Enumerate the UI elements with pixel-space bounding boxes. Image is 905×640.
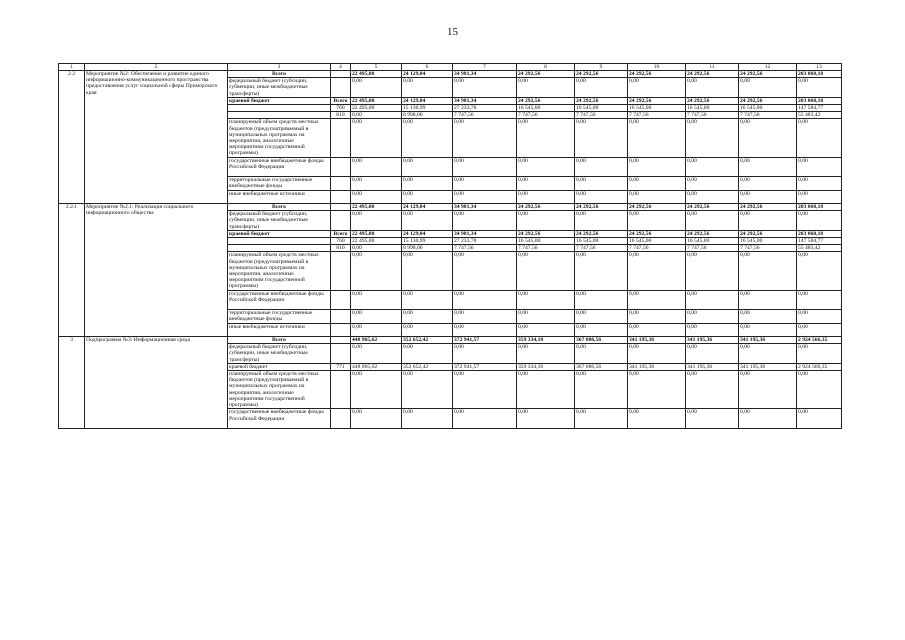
funding-source-label: Всего <box>228 204 331 211</box>
funding-source-label: краевой бюджет <box>228 97 331 104</box>
amount-cell: 15 130,99 <box>402 105 453 112</box>
amount-cell: 55 483,42 <box>797 245 842 252</box>
amount-cell: 341 195,36 <box>739 363 797 370</box>
column-number: 11 <box>686 64 739 71</box>
funding-source-label: федеральный бюджет (субсидии, субвенции, иные межбюджетные трансферты) <box>228 344 331 364</box>
amount-cell: 24 292,56 <box>517 97 575 104</box>
amount-cell: 0,00 <box>517 344 575 364</box>
funding-source-label: планируемый объем средств местных бюджетов (предусматриваемый в муниципальных программах на мероприятия, аналогичные мероприятиям государственной программы) <box>228 252 331 290</box>
funding-source-label <box>228 105 331 112</box>
budget-code <box>331 323 351 336</box>
column-number: 9 <box>575 64 628 71</box>
amount-cell: 352 652,42 <box>402 337 453 344</box>
amount-cell: 0,00 <box>575 119 628 157</box>
amount-cell: 0,00 <box>739 310 797 323</box>
amount-cell: 7 747,56 <box>686 112 739 119</box>
amount-cell: 0,00 <box>797 157 842 177</box>
amount-cell: 0,00 <box>628 78 686 98</box>
amount-cell: 0,00 <box>402 290 453 310</box>
amount-cell: 16 545,00 <box>628 105 686 112</box>
budget-code: 760 <box>331 238 351 245</box>
amount-cell: 0,00 <box>351 310 402 323</box>
amount-cell: 0,00 <box>628 310 686 323</box>
amount-cell: 22 495,00 <box>351 230 402 237</box>
column-number: 10 <box>628 64 686 71</box>
amount-cell: 34 981,34 <box>453 230 517 237</box>
amount-cell: 0,00 <box>453 371 517 409</box>
amount-cell: 0,00 <box>686 310 739 323</box>
amount-cell: 0,00 <box>575 371 628 409</box>
budget-code: 760 <box>331 105 351 112</box>
funding-source-label <box>228 112 331 119</box>
budget-code <box>331 344 351 364</box>
amount-cell: 0,00 <box>453 177 517 190</box>
amount-cell: 7 747,56 <box>517 245 575 252</box>
column-number: 8 <box>517 64 575 71</box>
amount-cell: 24 292,56 <box>628 71 686 78</box>
amount-cell: 0,00 <box>739 290 797 310</box>
budget-code <box>331 78 351 98</box>
amount-cell: 0,00 <box>575 310 628 323</box>
amount-cell: 24 292,56 <box>686 204 739 211</box>
amount-cell: 0,00 <box>517 78 575 98</box>
amount-cell: 7 747,56 <box>453 245 517 252</box>
amount-cell: 0,00 <box>351 290 402 310</box>
amount-cell: 0,00 <box>797 211 842 231</box>
amount-cell: 16 545,00 <box>575 105 628 112</box>
amount-cell: 0,00 <box>351 190 402 203</box>
amount-cell: 16 545,00 <box>686 105 739 112</box>
amount-cell: 0,00 <box>453 211 517 231</box>
amount-cell: 341 195,36 <box>686 337 739 344</box>
budget-code <box>331 371 351 409</box>
amount-cell: 0,00 <box>402 177 453 190</box>
amount-cell: 0,00 <box>351 157 402 177</box>
amount-cell: 203 068,18 <box>797 230 842 237</box>
column-number-row <box>59 64 842 71</box>
amount-cell: 203 068,18 <box>797 71 842 78</box>
section-number: 2.2.1 <box>59 204 85 337</box>
section-number: 2.2 <box>59 71 85 204</box>
table-row <box>59 337 842 344</box>
column-number: 1 <box>59 64 85 71</box>
budget-code: 810 <box>331 112 351 119</box>
amount-cell: 0,00 <box>686 344 739 364</box>
funding-source-label: федеральный бюджет (субсидии, субвенции, иные межбюджетные трансферты) <box>228 78 331 98</box>
amount-cell: 0,00 <box>797 177 842 190</box>
amount-cell: 341 195,36 <box>686 363 739 370</box>
amount-cell: 0,00 <box>517 323 575 336</box>
amount-cell: 0,00 <box>739 157 797 177</box>
amount-cell: 0,00 <box>797 409 842 429</box>
amount-cell: 15 130,99 <box>402 238 453 245</box>
budget-code <box>331 409 351 429</box>
amount-cell: 0,00 <box>575 252 628 290</box>
amount-cell: 24 129,04 <box>402 230 453 237</box>
amount-cell: 0,00 <box>575 78 628 98</box>
funding-source-label: планируемый объем средств местных бюджетов (предусматриваемый в муниципальных программах на мероприятия, аналогичные мероприятиям государственной программы) <box>228 119 331 157</box>
budget-code <box>331 177 351 190</box>
amount-cell: 367 086,56 <box>575 337 628 344</box>
amount-cell: 24 292,56 <box>575 204 628 211</box>
amount-cell: 0,00 <box>686 323 739 336</box>
amount-cell: 147 584,77 <box>797 238 842 245</box>
funding-source-label: государственные внебюджетные фонды Российской Федерации <box>228 157 331 177</box>
budget-code <box>331 204 351 211</box>
amount-cell: 0,00 <box>351 371 402 409</box>
amount-cell: 8 998,06 <box>402 112 453 119</box>
amount-cell: 0,00 <box>351 177 402 190</box>
amount-cell: 0,00 <box>628 409 686 429</box>
table-body <box>59 64 842 429</box>
amount-cell: 0,00 <box>628 252 686 290</box>
amount-cell: 0,00 <box>351 112 402 119</box>
amount-cell: 16 545,00 <box>575 238 628 245</box>
budget-code <box>331 119 351 157</box>
amount-cell: 0,00 <box>351 245 402 252</box>
budget-code <box>331 337 351 344</box>
budget-code <box>331 252 351 290</box>
amount-cell: 22 495,00 <box>351 204 402 211</box>
funding-source-label: территориальные государственные внебюджетные фонды <box>228 177 331 190</box>
amount-cell: 0,00 <box>402 409 453 429</box>
amount-cell: 16 545,00 <box>686 238 739 245</box>
amount-cell: 0,00 <box>739 371 797 409</box>
funding-source-label: федеральный бюджет (субсидии, субвенции, иные межбюджетные трансферты) <box>228 211 331 231</box>
amount-cell: 22 495,00 <box>351 71 402 78</box>
column-number: 7 <box>453 64 517 71</box>
funding-source-label: Всего <box>228 71 331 78</box>
amount-cell: 0,00 <box>453 290 517 310</box>
amount-cell: 0,00 <box>739 177 797 190</box>
amount-cell: 7 747,56 <box>739 245 797 252</box>
amount-cell: 0,00 <box>402 190 453 203</box>
column-number: 12 <box>739 64 797 71</box>
column-number: 6 <box>402 64 453 71</box>
amount-cell: 0,00 <box>453 252 517 290</box>
amount-cell: 24 292,56 <box>575 71 628 78</box>
budget-code <box>331 190 351 203</box>
amount-cell: 0,00 <box>351 323 402 336</box>
amount-cell: 7 747,56 <box>575 245 628 252</box>
amount-cell: 22 495,00 <box>351 238 402 245</box>
budget-code: 771 <box>331 363 351 370</box>
amount-cell: 0,00 <box>402 323 453 336</box>
amount-cell: 448 965,62 <box>351 363 402 370</box>
amount-cell: 0,00 <box>575 409 628 429</box>
amount-cell: 0,00 <box>517 157 575 177</box>
section-title: Мероприятие №2: Обеспечение и развитие единого информационно-коммуникационного пространства предоставления услуг социальной сферы Приморского края <box>85 71 228 204</box>
table-row <box>59 204 842 211</box>
amount-cell: 0,00 <box>797 323 842 336</box>
amount-cell: 0,00 <box>628 190 686 203</box>
amount-cell: 24 292,56 <box>686 71 739 78</box>
amount-cell: 24 292,56 <box>628 230 686 237</box>
amount-cell: 0,00 <box>628 119 686 157</box>
amount-cell: 0,00 <box>739 78 797 98</box>
amount-cell: 0,00 <box>453 310 517 323</box>
funding-source-label: государственные внебюджетные фонды Российской Федерации <box>228 290 331 310</box>
amount-cell: 0,00 <box>402 211 453 231</box>
budget-code <box>331 211 351 231</box>
budget-code <box>331 310 351 323</box>
amount-cell: 24 292,56 <box>686 97 739 104</box>
amount-cell: 24 292,56 <box>517 230 575 237</box>
column-number: 5 <box>351 64 402 71</box>
amount-cell: 34 981,34 <box>453 71 517 78</box>
funding-source-label: иные внебюджетные источники <box>228 323 331 336</box>
column-number: 4 <box>331 64 351 71</box>
amount-cell: 359 334,10 <box>517 363 575 370</box>
amount-cell: 0,00 <box>628 290 686 310</box>
amount-cell: 0,00 <box>628 371 686 409</box>
funding-source-label: государственные внебюджетные фонды Российской Федерации <box>228 409 331 429</box>
amount-cell: 24 292,56 <box>575 97 628 104</box>
amount-cell: 34 981,34 <box>453 97 517 104</box>
amount-cell: 7 747,56 <box>628 245 686 252</box>
amount-cell: 0,00 <box>402 344 453 364</box>
funding-source-label <box>228 245 331 252</box>
amount-cell: 0,00 <box>686 119 739 157</box>
amount-cell: 341 195,36 <box>628 337 686 344</box>
amount-cell: 0,00 <box>739 323 797 336</box>
amount-cell: 24 292,56 <box>739 230 797 237</box>
amount-cell: 0,00 <box>575 344 628 364</box>
amount-cell: 352 652,42 <box>402 363 453 370</box>
amount-cell: 24 292,56 <box>686 230 739 237</box>
amount-cell: 0,00 <box>628 323 686 336</box>
amount-cell: 0,00 <box>686 211 739 231</box>
amount-cell: 0,00 <box>453 323 517 336</box>
amount-cell: 7 747,56 <box>517 112 575 119</box>
amount-cell: 0,00 <box>351 344 402 364</box>
amount-cell: 0,00 <box>517 119 575 157</box>
budget-code <box>331 157 351 177</box>
amount-cell: 0,00 <box>797 190 842 203</box>
amount-cell: 0,00 <box>797 310 842 323</box>
amount-cell: 7 747,56 <box>686 245 739 252</box>
amount-cell: 34 981,34 <box>453 204 517 211</box>
amount-cell: 0,00 <box>797 119 842 157</box>
amount-cell: 0,00 <box>453 119 517 157</box>
amount-cell: 24 292,56 <box>517 204 575 211</box>
amount-cell: 0,00 <box>739 119 797 157</box>
column-number: 2 <box>85 64 228 71</box>
amount-cell: 0,00 <box>517 211 575 231</box>
funding-source-label: иные внебюджетные источники <box>228 190 331 203</box>
amount-cell: 24 292,56 <box>628 97 686 104</box>
amount-cell: 0,00 <box>575 190 628 203</box>
amount-cell: 0,00 <box>686 78 739 98</box>
section-title: Подпрограмма №3: Информационная среда <box>85 337 228 429</box>
amount-cell: 0,00 <box>575 290 628 310</box>
amount-cell: 0,00 <box>575 177 628 190</box>
amount-cell: 2 924 566,35 <box>797 363 842 370</box>
amount-cell: 0,00 <box>402 252 453 290</box>
budget-table <box>58 63 842 429</box>
amount-cell: 203 068,18 <box>797 204 842 211</box>
amount-cell: 448 965,62 <box>351 337 402 344</box>
funding-source-label: территориальные государственные внебюджетные фонды <box>228 310 331 323</box>
amount-cell: 16 545,00 <box>628 238 686 245</box>
amount-cell: 0,00 <box>797 290 842 310</box>
amount-cell: 24 292,56 <box>739 204 797 211</box>
budget-code <box>331 290 351 310</box>
amount-cell: 0,00 <box>517 409 575 429</box>
column-number: 3 <box>228 64 331 71</box>
amount-cell: 0,00 <box>402 78 453 98</box>
amount-cell: 0,00 <box>402 310 453 323</box>
amount-cell: 0,00 <box>686 252 739 290</box>
funding-source-label: краевой бюджет <box>228 230 331 237</box>
amount-cell: 0,00 <box>351 252 402 290</box>
amount-cell: 7 747,56 <box>575 112 628 119</box>
amount-cell: 0,00 <box>686 177 739 190</box>
amount-cell: 0,00 <box>453 409 517 429</box>
amount-cell: 0,00 <box>686 371 739 409</box>
amount-cell: 0,00 <box>517 252 575 290</box>
amount-cell: 341 195,36 <box>628 363 686 370</box>
amount-cell: 0,00 <box>575 157 628 177</box>
amount-cell: 0,00 <box>797 252 842 290</box>
amount-cell: 0,00 <box>402 119 453 157</box>
amount-cell: 0,00 <box>797 78 842 98</box>
section-title: Мероприятие №2.1: Реализация социального информационного общества <box>85 204 228 337</box>
budget-code: Всего <box>331 230 351 237</box>
amount-cell: 0,00 <box>453 78 517 98</box>
amount-cell: 0,00 <box>575 211 628 231</box>
amount-cell: 8 998,06 <box>402 245 453 252</box>
amount-cell: 16 545,00 <box>517 105 575 112</box>
amount-cell: 0,00 <box>453 190 517 203</box>
budget-code <box>331 71 351 78</box>
amount-cell: 7 747,56 <box>628 112 686 119</box>
amount-cell: 0,00 <box>739 211 797 231</box>
funding-source-label: Всего <box>228 337 331 344</box>
amount-cell: 0,00 <box>453 344 517 364</box>
amount-cell: 0,00 <box>686 409 739 429</box>
amount-cell: 24 292,56 <box>739 97 797 104</box>
amount-cell: 0,00 <box>628 157 686 177</box>
amount-cell: 0,00 <box>575 323 628 336</box>
funding-source-label <box>228 238 331 245</box>
amount-cell: 24 129,04 <box>402 71 453 78</box>
amount-cell: 22 495,00 <box>351 105 402 112</box>
amount-cell: 359 334,10 <box>517 337 575 344</box>
amount-cell: 0,00 <box>686 157 739 177</box>
amount-cell: 0,00 <box>797 344 842 364</box>
amount-cell: 0,00 <box>351 211 402 231</box>
amount-cell: 372 941,57 <box>453 363 517 370</box>
page-number: 15 <box>447 26 458 38</box>
amount-cell: 0,00 <box>351 409 402 429</box>
amount-cell: 0,00 <box>517 371 575 409</box>
amount-cell: 0,00 <box>739 344 797 364</box>
amount-cell: 372 941,57 <box>453 337 517 344</box>
amount-cell: 0,00 <box>686 290 739 310</box>
budget-code: Всего <box>331 97 351 104</box>
amount-cell: 24 292,56 <box>575 230 628 237</box>
amount-cell: 24 129,04 <box>402 204 453 211</box>
amount-cell: 0,00 <box>351 78 402 98</box>
amount-cell: 0,00 <box>686 190 739 203</box>
amount-cell: 7 747,56 <box>453 112 517 119</box>
funding-source-label: краевой бюджет <box>228 363 331 370</box>
amount-cell: 0,00 <box>739 190 797 203</box>
amount-cell: 0,00 <box>628 211 686 231</box>
amount-cell: 0,00 <box>628 177 686 190</box>
amount-cell: 24 129,04 <box>402 97 453 104</box>
amount-cell: 7 747,56 <box>739 112 797 119</box>
amount-cell: 16 545,00 <box>517 238 575 245</box>
amount-cell: 0,00 <box>739 252 797 290</box>
amount-cell: 24 292,56 <box>517 71 575 78</box>
amount-cell: 55 483,42 <box>797 112 842 119</box>
amount-cell: 0,00 <box>628 344 686 364</box>
funding-source-label: планируемый объем средств местных бюджетов (предусматриваемый в муниципальных программах на мероприятия, аналогичные мероприятиям государственной программы) <box>228 371 331 409</box>
amount-cell: 0,00 <box>797 371 842 409</box>
amount-cell: 27 233,78 <box>453 105 517 112</box>
budget-code: 810 <box>331 245 351 252</box>
amount-cell: 0,00 <box>402 157 453 177</box>
table-row <box>59 71 842 78</box>
amount-cell: 27 233,78 <box>453 238 517 245</box>
amount-cell: 22 495,00 <box>351 97 402 104</box>
amount-cell: 367 086,56 <box>575 363 628 370</box>
amount-cell: 2 924 566,35 <box>797 337 842 344</box>
section-number: 3 <box>59 337 85 429</box>
amount-cell: 147 584,77 <box>797 105 842 112</box>
amount-cell: 24 292,56 <box>739 71 797 78</box>
amount-cell: 24 292,56 <box>628 204 686 211</box>
amount-cell: 203 068,18 <box>797 97 842 104</box>
amount-cell: 0,00 <box>739 409 797 429</box>
amount-cell: 0,00 <box>517 177 575 190</box>
amount-cell: 0,00 <box>453 157 517 177</box>
amount-cell: 0,00 <box>351 119 402 157</box>
amount-cell: 16 545,00 <box>739 238 797 245</box>
amount-cell: 341 195,36 <box>739 337 797 344</box>
amount-cell: 16 545,00 <box>739 105 797 112</box>
amount-cell: 0,00 <box>517 290 575 310</box>
amount-cell: 0,00 <box>402 371 453 409</box>
amount-cell: 0,00 <box>517 310 575 323</box>
column-number: 13 <box>797 64 842 71</box>
amount-cell: 0,00 <box>517 190 575 203</box>
